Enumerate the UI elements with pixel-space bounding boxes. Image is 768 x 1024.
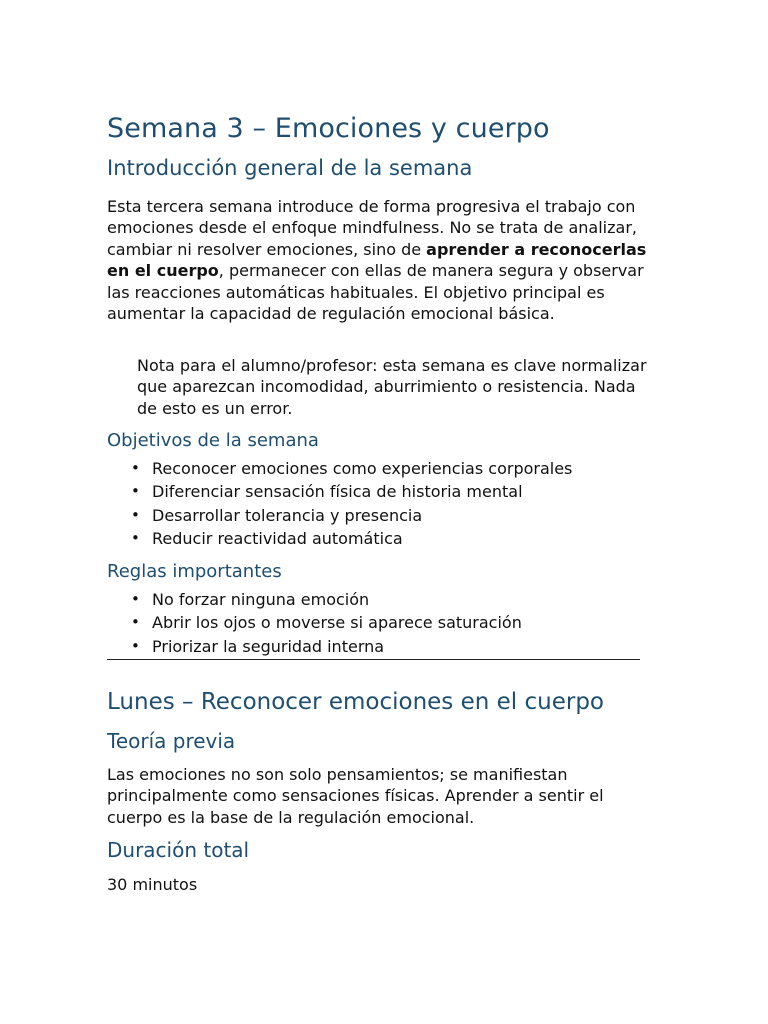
intro-text-part-1: Esta tercera semana introduce de forma progresiva el trabajo con emociones desde el enfoque mindfulness. No se trata de analizar, cambiar ni resolver emociones, sino de xyxy=(107,197,637,259)
teacher-note: Nota para el alumno/profesor: esta semana es clave normalizar que aparezcan incomodidad, aburrimiento o resistencia. Nada de esto es un error. xyxy=(137,356,647,418)
rules-heading: Reglas importantes xyxy=(107,561,282,582)
list-item xyxy=(107,480,572,503)
objectives-heading: Objetivos de la semana xyxy=(107,430,319,451)
theory-paragraph: Las emociones no son solo pensamientos; se manifiestan principalmente como sensaciones físicas. Aprender a sentir el cuerpo es la base de la regulación emocional. xyxy=(107,765,604,827)
intro-text-part-2: , permanecer con ellas de manera segura y observar las reacciones automáticas habituales. El objetivo principal es aumentar la capacidad de regulación emocional básica. xyxy=(107,261,644,324)
rule-text: Priorizar la seguridad interna xyxy=(152,636,385,656)
rules-list xyxy=(107,588,522,658)
monday-title: Lunes – Reconocer emociones en el cuerpo xyxy=(107,689,604,715)
rule-text: Abrir los ojos o moverse si aparece saturación xyxy=(152,613,522,633)
section-divider xyxy=(107,659,640,660)
objective-text: Diferenciar sensación física de historia mental xyxy=(152,482,523,502)
bullet-icon: • xyxy=(131,529,140,548)
objective-text: Reconocer emociones como experiencias corporales xyxy=(152,459,573,478)
bullet-icon: • xyxy=(131,590,140,608)
bullet-icon: • xyxy=(131,613,140,632)
list-item xyxy=(107,635,522,658)
list-item xyxy=(107,527,572,550)
objective-text: Reducir reactividad automática xyxy=(152,529,403,549)
list-item xyxy=(107,504,572,527)
bullet-icon: • xyxy=(131,636,140,655)
list-item xyxy=(107,611,522,634)
bullet-icon: • xyxy=(131,459,140,477)
objectives-list xyxy=(107,457,572,551)
theory-heading: Teoría previa xyxy=(107,729,236,753)
week-title: Semana 3 – Emociones y cuerpo xyxy=(107,113,550,144)
duration-value: 30 minutos xyxy=(107,875,198,894)
objective-text: Desarrollar tolerancia y presencia xyxy=(152,505,423,525)
bullet-icon: • xyxy=(131,505,140,524)
intro-text-bold: aprender a reconocerlas en el cuerpo xyxy=(107,239,647,281)
duration-heading: Duración total xyxy=(107,838,250,862)
list-item xyxy=(107,457,572,480)
list-item xyxy=(107,588,522,611)
intro-paragraph xyxy=(107,196,652,324)
intro-heading: Introducción general de la semana xyxy=(107,156,473,180)
rule-text: No forzar ninguna emoción xyxy=(152,590,370,609)
bullet-icon: • xyxy=(131,482,140,501)
